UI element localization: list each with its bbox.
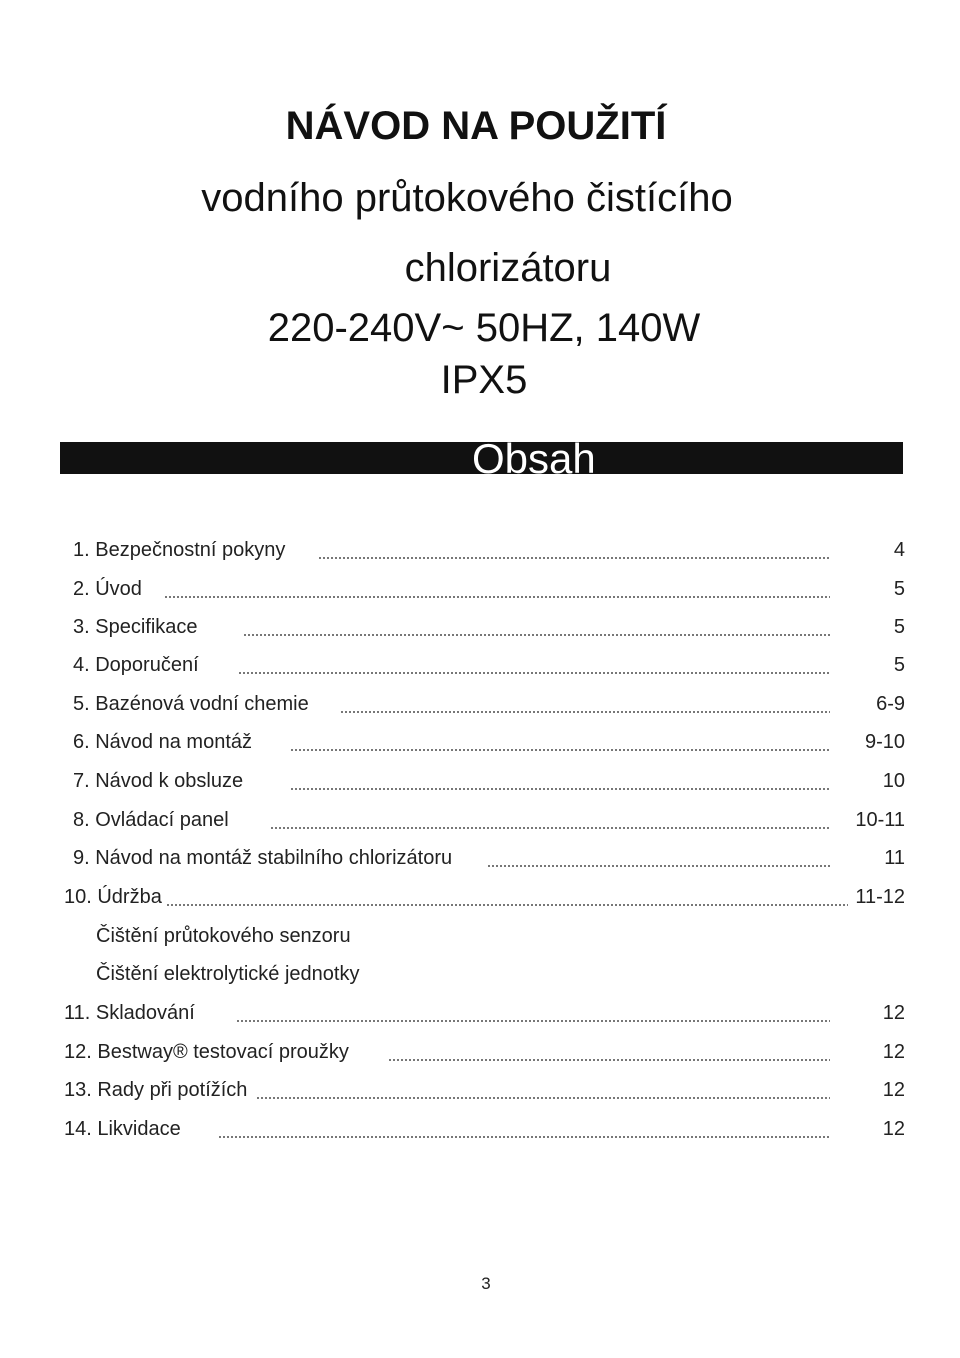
- toc-dot-leader: [270, 827, 830, 829]
- toc-item-label: 13. Rady při potížích: [64, 1079, 248, 1101]
- toc-item-page: 9-10: [864, 731, 905, 753]
- toc-dot-leader: [236, 1020, 830, 1022]
- toc-item-label: 6. Návod na montáž: [73, 731, 252, 753]
- toc-item-page: 10-11: [855, 809, 905, 831]
- contents-banner: [60, 442, 903, 474]
- toc-row: [0, 575, 960, 603]
- toc-item-page: 4: [893, 539, 905, 561]
- toc-row: [0, 1115, 960, 1143]
- toc-row: [0, 844, 960, 872]
- toc-dot-leader: [340, 711, 830, 713]
- document-subtitle-line-2: chlorizátoru: [404, 246, 612, 290]
- toc-item-page: 12: [882, 1002, 905, 1024]
- toc-item-label: 1. Bezpečnostní pokyny: [73, 539, 286, 561]
- toc-row: [0, 883, 960, 911]
- toc-item-page: 5: [893, 654, 905, 676]
- toc-dot-leader: [243, 634, 830, 636]
- toc-dot-leader: [238, 672, 830, 674]
- document-subtitle-line-1: vodního průtokového čistícího: [201, 176, 733, 220]
- toc-row: [0, 690, 960, 718]
- toc-dot-leader: [388, 1059, 830, 1061]
- toc-row: [0, 999, 960, 1027]
- toc-item-label: 8. Ovládací panel: [73, 809, 229, 831]
- toc-item-label: 2. Úvod: [73, 578, 142, 600]
- toc-dot-leader: [256, 1097, 830, 1099]
- toc-item-label: 10. Údržba: [64, 886, 162, 908]
- toc-item-page: 5: [893, 578, 905, 600]
- toc-row: [0, 1038, 960, 1066]
- toc-dot-leader: [318, 557, 830, 559]
- toc-row: [0, 767, 960, 795]
- ip-rating: IPX5: [440, 358, 528, 402]
- toc-row: [0, 960, 960, 988]
- toc-row: [0, 651, 960, 679]
- toc-dot-leader: [290, 749, 830, 751]
- toc-item-page: 5: [893, 616, 905, 638]
- toc-item-page: 11-12: [855, 886, 905, 908]
- toc-row: [0, 1076, 960, 1104]
- toc-row: [0, 922, 960, 950]
- toc-row: [0, 613, 960, 641]
- toc-item-label: 9. Návod na montáž stabilního chlorizátoru: [73, 847, 453, 869]
- document-title: NÁVOD NA POUŽITÍ: [285, 104, 667, 148]
- toc-item-label: 4. Doporučení: [73, 654, 199, 676]
- toc-dot-leader: [290, 788, 830, 790]
- toc-dot-leader: [218, 1136, 830, 1138]
- toc-item-label: 5. Bazénová vodní chemie: [73, 693, 309, 715]
- contents-heading: Obsah: [472, 442, 596, 474]
- toc-dot-leader: [164, 596, 830, 598]
- toc-item-label: 12. Bestway® testovací proužky: [64, 1041, 349, 1063]
- toc-item-label: 3. Specifikace: [73, 616, 198, 638]
- toc-row: [0, 728, 960, 756]
- toc-dot-leader: [166, 904, 848, 906]
- toc-item-page: 6-9: [876, 693, 905, 715]
- toc-row: [0, 536, 960, 564]
- toc-item-label: Čištění průtokového senzoru: [96, 925, 351, 947]
- toc-row: [0, 806, 960, 834]
- toc-item-page: 12: [882, 1118, 905, 1140]
- page-number: 3: [481, 1274, 491, 1293]
- toc-item-page: 10: [882, 770, 905, 792]
- toc-item-label: 7. Návod k obsluze: [73, 770, 244, 792]
- toc-item-label: Čištění elektrolytické jednotky: [96, 963, 360, 985]
- toc-item-page: 11: [884, 847, 905, 869]
- toc-item-page: 12: [882, 1079, 905, 1101]
- electrical-rating: 220-240V~ 50HZ, 140W: [267, 306, 701, 350]
- toc-dot-leader: [487, 865, 830, 867]
- toc-item-page: 12: [882, 1041, 905, 1063]
- toc-item-label: 14. Likvidace: [64, 1118, 181, 1140]
- toc-item-label: 11. Skladování: [64, 1002, 195, 1024]
